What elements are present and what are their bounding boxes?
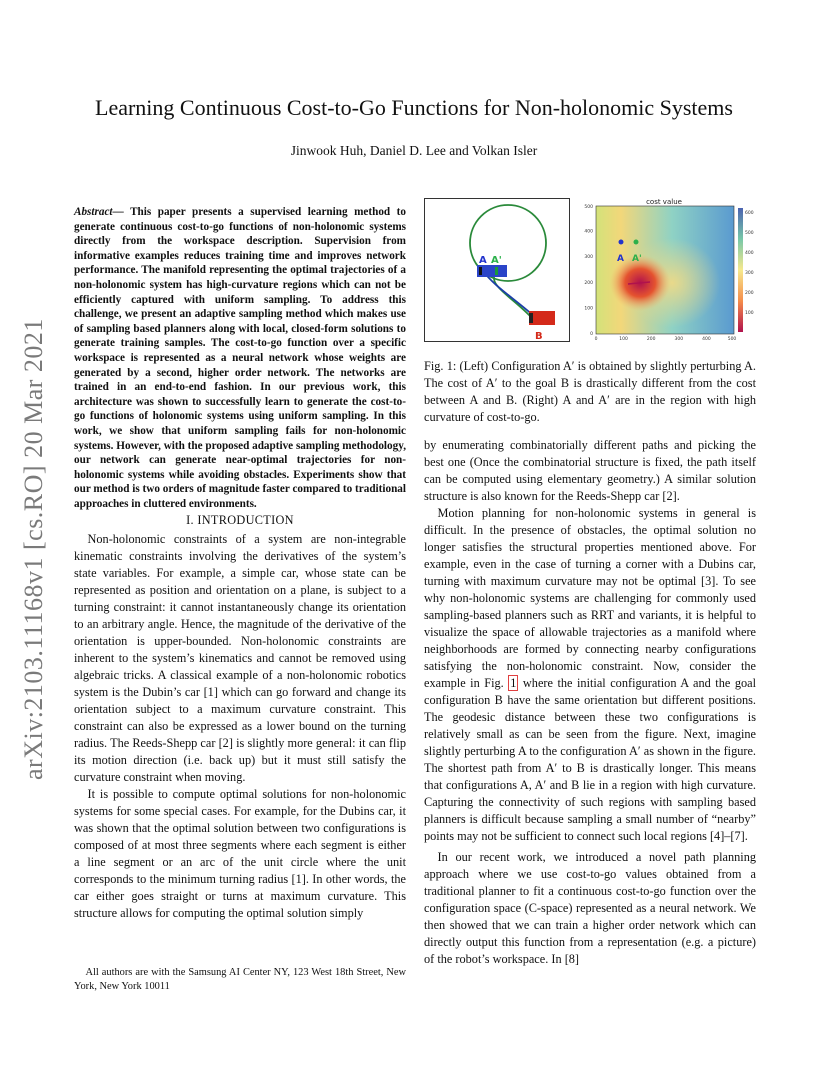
x-tick: 300 [674, 337, 684, 342]
y-tick: 400 [584, 229, 593, 235]
footnote-text: All authors are with the Samsung AI Center NY, 123 West 18th Street, New York, New York 10011 [74, 967, 406, 992]
heatmap-hotspot [596, 206, 734, 334]
y-tick: 500 [584, 205, 593, 210]
colorbar-tick: 100 [745, 311, 754, 316]
label-a: A [479, 255, 487, 266]
blue-car-bumper [479, 267, 482, 275]
marker-a [619, 240, 624, 245]
section-number: I. [186, 513, 194, 527]
paper-authors: Jinwook Huh, Daniel D. Lee and Volkan Isler [290, 143, 538, 158]
x-axis-ticks [595, 336, 737, 342]
figure-1-caption [424, 358, 756, 426]
paper-title: Learning Continuous Cost-to-Go Functions for Non-holonomic Systems [95, 95, 733, 120]
marker-a-prime [634, 240, 639, 245]
right-paragraph-2-start: Motion planning for non-holonomic systems in general is difficult. In the presence of obstacles, the optimal solution no longer satisfies the structural properties mentioned above. For example, even in the case of turning a corner with a Dubins car, turning with maximum curvature may not be optimal [3]. To see why non-holonomic systems are challenging for commonly used sampling-based planners such as RRT and variants, it is helpful to visualize the space of allowable trajectories as a manifold where neighborhoods are formed by connecting nearby configurations satisfying the non-holonomic constraint. Now, consider the example in Fig. [424, 506, 756, 690]
colorbar-tick: 300 [745, 271, 754, 276]
figure-reference-link[interactable]: 1 [510, 676, 517, 690]
x-tick: 400 [702, 337, 711, 342]
y-tick: 200 [584, 280, 593, 286]
figure-1-left-panel [424, 198, 570, 342]
heatmap-label-a-prime: A' [632, 254, 642, 264]
section-heading-introduction [74, 513, 406, 528]
figure-1 [424, 196, 756, 344]
colorbar-tick: 600 [745, 211, 754, 216]
red-car-bumper [529, 313, 533, 323]
colorbar-tick: 500 [745, 231, 754, 236]
right-paragraph-3: In our recent work, we introduced a novel path planning approach where we use cost-to-go values obtained from a traditional planner to fit a continuous cost-to-go function over the configuration space (C-space) represented as a neural network. We then showed that we can train a higher order network which can directly output this function from a representation (e.g. a picture) of the robot’s workspace. In [8] [424, 850, 756, 966]
label-a-prime: A' [491, 255, 502, 266]
cost-value-heatmap [574, 196, 756, 344]
right-paragraph-1: by enumerating combinatorially different paths and picking the best one (Once the combinatorial structure is fixed, the path itself can be computed using elementary geometry.) A similar solution structure is also known for the Reeds-Shepp car [2]. [424, 438, 756, 503]
right-paragraph-2 [424, 505, 756, 845]
intro-paragraph-2: It is possible to compute optimal solutions for non-holonomic systems for some special cases. For example, for the Dubins car, it was shown that the optimal solution between two configurations is composed of at most three segments where each segment is either a line segment or an arc of the unit circle where the unit corresponds to the minimum turning radius [1]. In other words, the car either goes straight or turns at maximum curvature. This structure allows for computing the optimal solution simply [74, 787, 406, 920]
dubins-path-diagram [425, 199, 569, 341]
caption-label: Fig. 1: [424, 359, 457, 373]
blue-car-marker [495, 267, 498, 275]
section-first-letter: I [197, 513, 202, 527]
y-tick: 300 [584, 255, 593, 261]
x-tick: 500 [727, 337, 737, 342]
y-tick: 100 [584, 306, 593, 312]
x-tick: 0 [594, 337, 598, 342]
right-paragraph-2-end: where the initial configuration A and the goal configuration B have the same orientation but different positions. The geodesic distance between these two configurations is relatively small as can be seen from the figure. Next, imagine slightly perturbing A to the configuration A′ as shown in the figure. The shortest path from A′ to B is drastically longer. This means that configurations A, A′ and B lie in a region with high curvature. Capturing the connectivity of such regions with sampling based planners is difficult because sampling a small number of “nearby” points may not be sufficient to connect such local regions [4]–[7]. [424, 676, 756, 843]
colorbar-ticks [745, 210, 754, 316]
label-b: B [535, 331, 543, 341]
y-axis-ticks [584, 204, 593, 337]
colorbar [738, 208, 743, 332]
path-from-a-prime [494, 271, 531, 317]
y-tick: 0 [590, 332, 593, 337]
intro-paragraph-1: Non-holonomic constraints of a system are non-integrable kinematic constraints involving the derivatives of the system’s state variables. For example, a simple car, whose state can be represented as position and orientation on a plane, is subject to a turning constraint: it cannot instantaneously change its orientation to an arbitrary angle. Hence, the magnitude of the derivative of the orientation is upper-bounded. Non-holonomic constraints are inherent to the system’s kinematics and cannot be removed using algebraic tricks. A classical example of a non-holonomic robotics system is the Dubin’s car [1] which can go forward and change its orientation subject to a maximum curvature constraint. This constraint can also be expressed as a lower bound on the turning radius. The Reeds-Shepp car [2] is slightly more general: it can flip its motion direction (i.e. back up) but it must still satisfy the curvature constraint when moving. [74, 532, 406, 784]
right-column-body [424, 437, 756, 968]
heatmap-label-a: A [617, 254, 624, 264]
path-from-a [483, 271, 535, 317]
heatmap-title: cost value [646, 198, 682, 206]
colorbar-tick: 400 [745, 251, 754, 256]
arxiv-identifier: arXiv:2103.11168v1 [cs.RO] 20 Mar 2021 [19, 318, 48, 780]
section-title-rest: NTRODUCTION [201, 513, 294, 527]
abstract-label: Abstract [74, 206, 113, 218]
caption-text: (Left) Configuration A′ is obtained by slightly perturbing A. The cost of A′ to the goal B is drastically different from the cost between A and B. (Right) A and A′ are in the region with high curvature of cost-to-go. [424, 359, 756, 424]
x-tick: 200 [646, 337, 656, 342]
abstract-text: — This paper presents a supervised learning method to generate continuous cost-to-go functions of non-holonomic systems directly from the workspace description. Supervision from informative examples reduces training time and improves network performance. The manifold representing the optimal trajectories of a non-holonomic system has high-curvature regions which can not be efficiently captured with uniform sampling. To address this challenge, we present an adaptive sampling method which makes use of sampling based planners along with local, closed-form solutions to generate training samples. The cost-to-go function over a specific workspace is represented as a neural network whose weights are generated by a second, higher order network. The networks are trained in an end-to-end fashion. In our previous work, this architecture was shown to successfully learn to generate the cost-to-go functions of holonomic systems using uniform sampling. In this work, we show that uniform sampling fails for non-holonomic systems. However, with the proposed adaptive sampling methodology, our network can generate near-optimal trajectories for non-holonomic systems while avoiding obstacles. Experiments show that our method is two orders of magnitude faster compared to traditional approaches in cluttered environments. [74, 206, 406, 510]
x-tick: 100 [619, 337, 628, 342]
colorbar-tick: 200 [745, 291, 754, 296]
abstract [74, 205, 406, 511]
author-footnote [74, 966, 406, 993]
left-column-intro [74, 531, 406, 922]
